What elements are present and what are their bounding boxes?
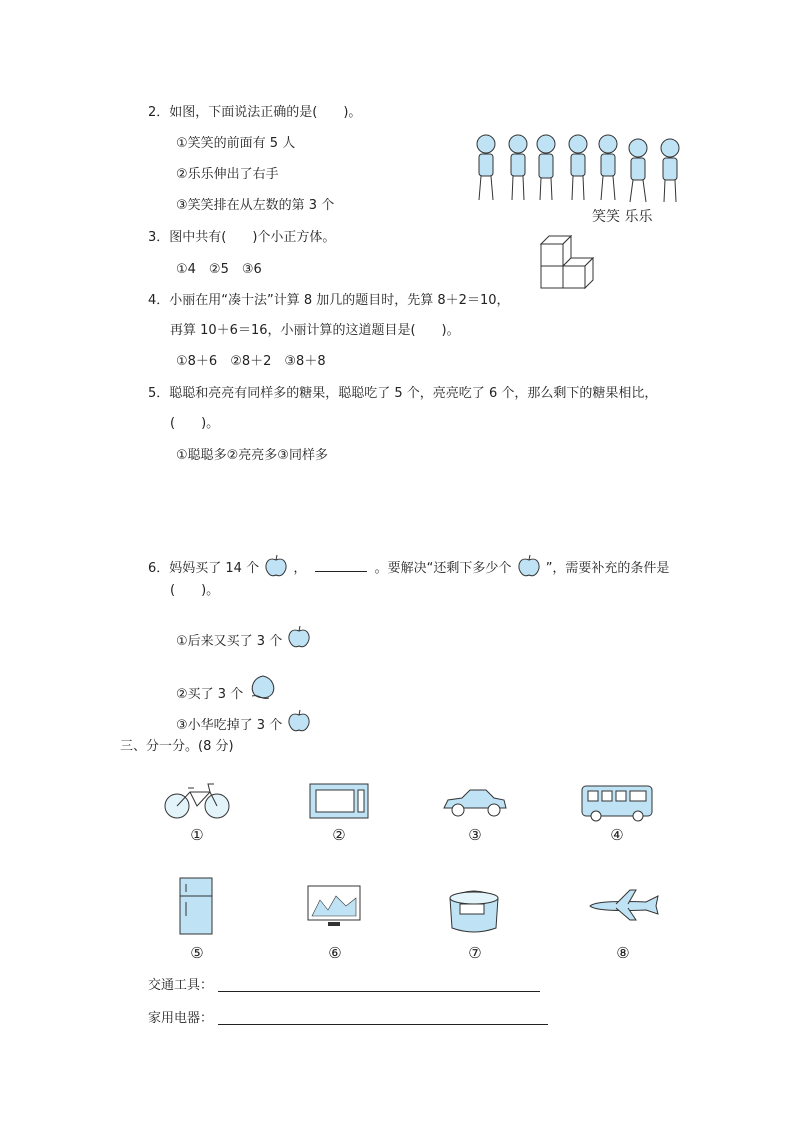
q4-stem-line2: 再算 10＋6＝16，小丽计算的这道题目是( )。 [170,323,460,338]
item-number-5: ⑤ [190,944,204,962]
apple-icon [516,554,542,578]
home-appliances-answer-line[interactable] [218,1024,548,1025]
q6-option-3 [176,709,312,733]
traffic-tools-answer-line[interactable] [218,991,540,992]
q3-options: ①4 ②5 ③6 [176,262,262,277]
q2-option-2: ②乐乐伸出了右手 [176,167,279,182]
refrigerator-icon [176,876,216,938]
q6-option-2-text: ②买了 3 个 [176,687,244,702]
q2-stem: 2．如图，下面说法正确的是( )。 [148,105,362,120]
item-number-7: ⑦ [468,944,482,962]
q2-figure-label: 笑笑 乐乐 [592,209,653,225]
q5-stem-line1: 5．聪聪和亮亮有同样多的糖果，聪聪吃了 5 个，亮亮吃了 6 个，那么剩下的糖果相比， [148,386,658,401]
apple-icon [286,625,312,649]
q6-blank [315,561,367,572]
q6-option-1 [176,625,312,649]
bicycle-icon [162,778,232,822]
q6-part4: ”，需要补充的条件是 [545,561,670,576]
q2-option-3: ③笑笑排在从左数的第 3 个 [176,198,335,213]
item-number-6: ⑥ [328,944,342,962]
item-number-1: ① [190,826,204,844]
rice-cooker-icon [444,880,504,938]
q6-option-1-text: ①后来又买了 3 个 [176,634,283,649]
q5-stem-line2: ( )。 [170,416,220,431]
airplane-icon [586,888,662,924]
item-number-4: ④ [610,826,624,844]
bus-icon [580,782,654,824]
children-line-figure [466,128,698,228]
q6-stem-line2: ( )。 [170,583,220,598]
q5-options: ①聪聪多②亮亮多③同样多 [176,448,328,463]
q6-part1: 6．妈妈买了 14 个 [148,561,260,576]
q6-part2: ， [293,561,307,576]
section3-title: 三、分一分。(8 分) [120,739,234,754]
q6-stem-line1 [148,554,669,578]
apple-icon [286,709,312,733]
item-number-8: ⑧ [616,944,630,962]
toy-car-icon [440,786,510,820]
cubes-figure [538,228,596,294]
item-number-2: ② [332,826,346,844]
q6-part3: 。要解决“还剩下多少个 [374,561,512,576]
q4-options: ①8＋6 ②8＋2 ③8＋8 [176,354,326,369]
q2-option-1: ①笑笑的前面有 5 人 [176,136,296,151]
microwave-icon [308,782,370,822]
apple-icon [263,554,289,578]
home-appliances-label: 家用电器： [148,1011,214,1026]
q4-stem-line1: 4．小丽在用“凑十法”计算 8 加几的题目时，先算 8＋2＝10， [148,293,510,308]
q3-stem: 3．图中共有( )个小正方体。 [148,230,336,245]
television-icon [306,884,362,930]
q6-option-2 [176,672,279,702]
traffic-tools-label: 交通工具： [148,978,214,993]
peach-icon [247,672,279,702]
item-number-3: ③ [468,826,482,844]
q6-option-3-text: ③小华吃掉了 3 个 [176,718,283,733]
